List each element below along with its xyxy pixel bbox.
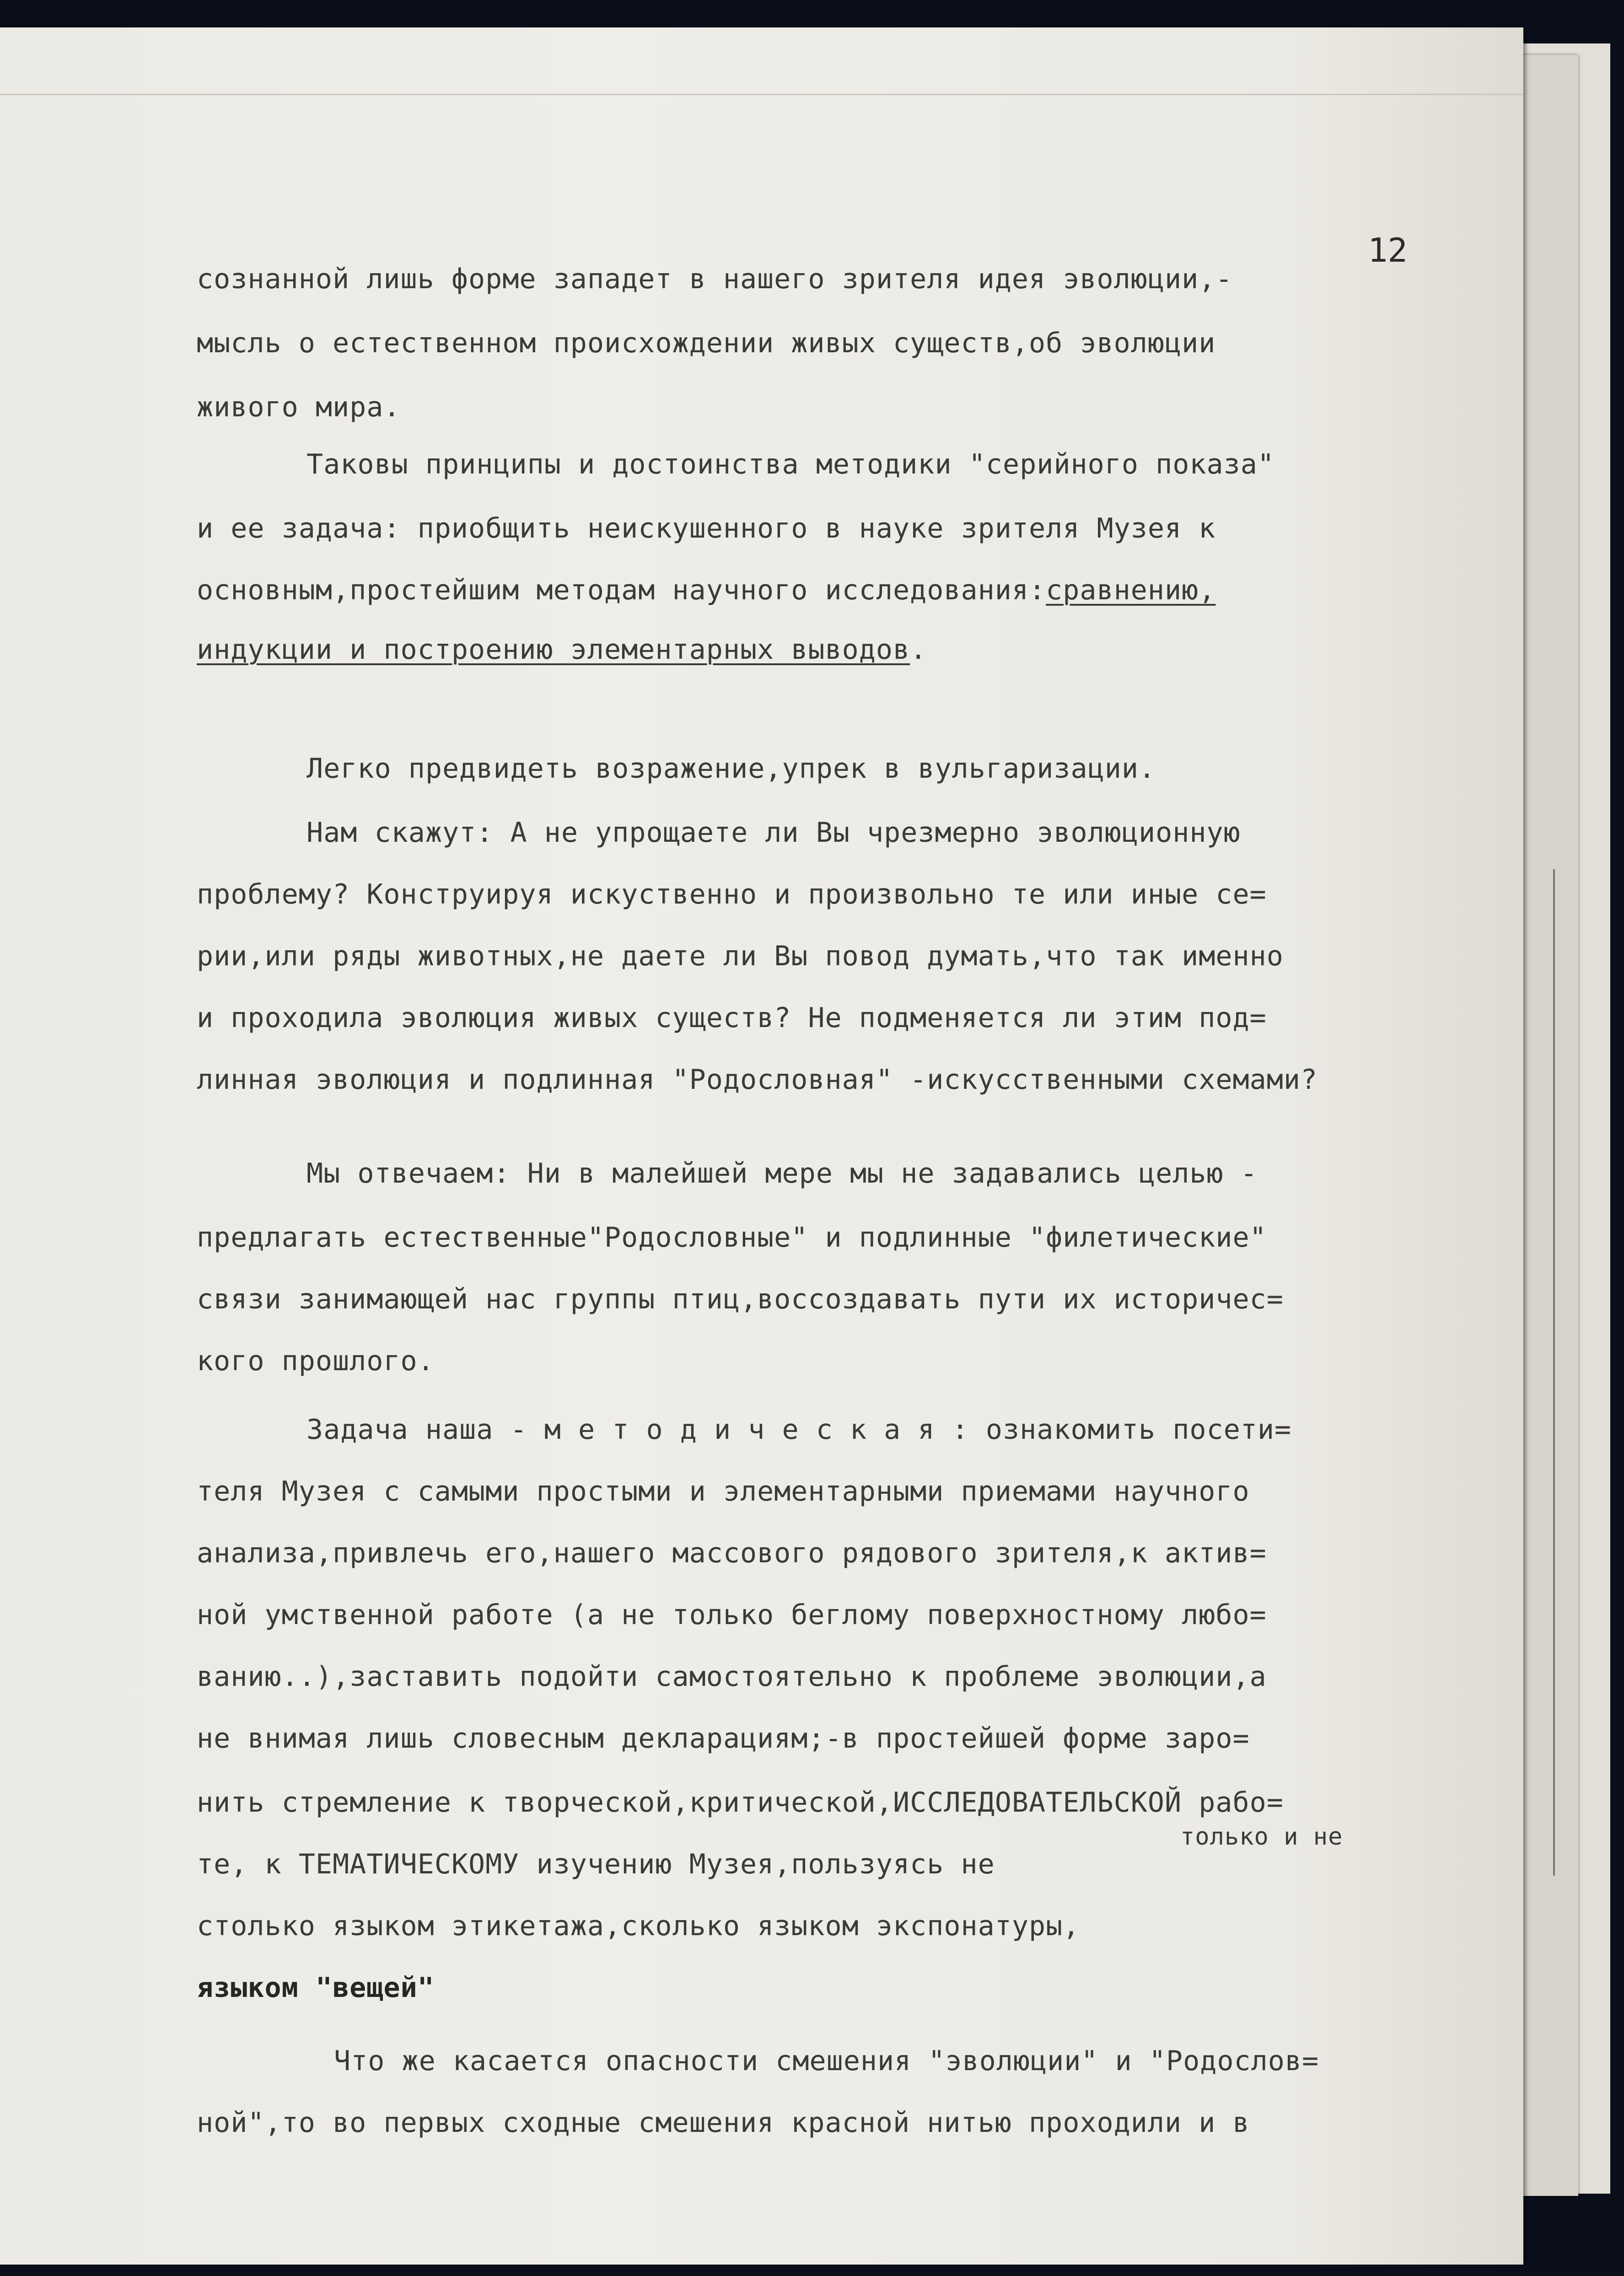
text-line: предлагать естественные"Родословные" и подлинные "филетические" bbox=[197, 1221, 1267, 1254]
text-line: ной умственной работе (а не только беглому поверхностному любо= bbox=[197, 1599, 1267, 1631]
text-segment: столько языком этикетажа,сколько bbox=[197, 1910, 740, 1942]
text-segment: языком экспонатуры, bbox=[757, 1910, 1080, 1942]
typewritten-page bbox=[0, 27, 1523, 2265]
underlined-text: сравнению, bbox=[1046, 574, 1216, 606]
text-line: Легко предвидеть возражение,упрек в вульгаризации. bbox=[307, 753, 1156, 785]
text-line: мысль о естественном происхождении живых существ,об эволюции bbox=[197, 327, 1216, 359]
margin-pencil-line bbox=[1553, 869, 1555, 1876]
text-segment: основным,простейшим методам научного исследования: bbox=[197, 574, 1046, 606]
text-line: языком "вещей" bbox=[197, 1972, 435, 2004]
text-line: и проходила эволюция живых существ? Не подменяется ли этим под= bbox=[197, 1002, 1267, 1034]
text-line: линная эволюция и подлинная "Родословная" -искусственными схемами? bbox=[197, 1064, 1318, 1096]
text-line bbox=[197, 574, 1215, 606]
text-line: и ее задача: приобщить неискушенного в науке зрителя Музея к bbox=[197, 512, 1216, 544]
text-line: кого прошлого. bbox=[197, 1345, 435, 1377]
text-line bbox=[197, 634, 927, 666]
text-line: Таковы принципы и достоинства методики "серийного показа" bbox=[307, 448, 1275, 480]
text-line bbox=[197, 1910, 1080, 1942]
text-line: нить стремление к творческой,критической,ИССЛЕДОВАТЕЛЬСКОЙ рабо= bbox=[197, 1786, 1284, 1819]
underlined-text: индукции и построению элементарных выводов bbox=[197, 634, 910, 666]
text-segment: . bbox=[910, 634, 927, 666]
text-line: связи занимающей нас группы птиц,воссоздавать пути их историчес= bbox=[197, 1283, 1284, 1315]
text-line: не внимая лишь словесным декларациям;-в простейшей форме заро= bbox=[197, 1722, 1250, 1754]
page-number: 12 bbox=[1368, 231, 1408, 269]
page-crease bbox=[0, 94, 1523, 95]
text-line: живого мира. bbox=[197, 391, 401, 423]
text-line: ной",то во первых сходные смешения красной нитью проходили и в bbox=[197, 2107, 1250, 2139]
text-line: те, к ТЕМАТИЧЕСКОМУ изучению Музея,пользуясь не bbox=[197, 1848, 995, 1880]
text-line: Что же касается опасности смешения "эволюции" и "Родослов= bbox=[334, 2045, 1319, 2077]
text-line: Нам скажут: А не упрощаете ли Вы чрезмерно эволюционную bbox=[307, 817, 1241, 849]
text-line: Задача наша - м е т о д и ч е с к а я : ознакомить посети= bbox=[307, 1414, 1292, 1446]
text-line: теля Музея с самыми простыми и элементарными приемами научного bbox=[197, 1475, 1250, 1507]
text-line: Мы отвечаем: Ни в малейшей мере мы не задавались целью - bbox=[307, 1157, 1258, 1189]
text-line: сознанной лишь форме западет в нашего зрителя идея эволюции,- bbox=[197, 263, 1233, 295]
text-line: рии,или ряды животных,не даете ли Вы повод думать,что так именно bbox=[197, 940, 1284, 972]
text-line: ванию..),заставить подойти самостоятельно к проблеме эволюции,а bbox=[197, 1661, 1267, 1693]
text-line: анализа,привлечь его,нашего массового рядового зрителя,к актив= bbox=[197, 1537, 1267, 1569]
typed-insertion: только и не bbox=[1180, 1823, 1343, 1851]
text-line: проблему? Конструируя искуственно и произвольно те или иные се= bbox=[197, 878, 1267, 910]
